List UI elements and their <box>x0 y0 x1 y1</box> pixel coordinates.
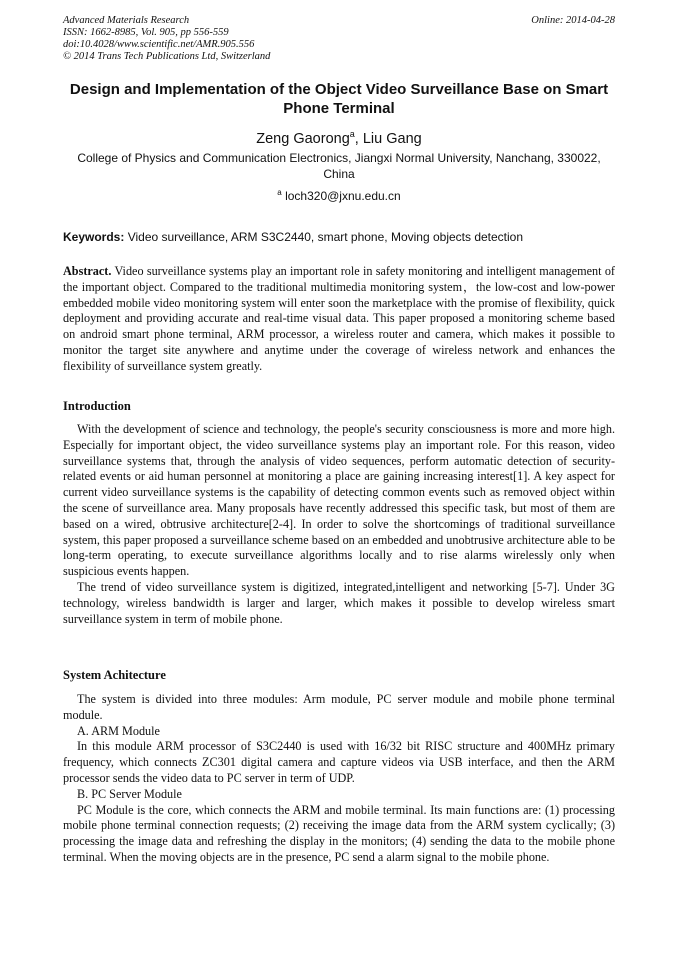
architecture-paragraph-1: The system is divided into three modules: Arm module, PC server module and mobile phone terminal module. <box>63 692 615 722</box>
introduction-heading: Introduction <box>63 399 131 413</box>
email-sup: a <box>277 188 282 197</box>
keywords-label: Keywords: <box>63 230 125 244</box>
architecture-body <box>63 692 615 866</box>
journal-name: Advanced Materials Research <box>63 15 190 26</box>
introduction-paragraph-2: The trend of video surveillance system is digitized, integrated,intelligent and networking [5-7]. Under 3G technology, wireless bandwidth is larger and larger, which makes it possible to develop wireless smart surveillance system in term of mobile phone. <box>63 579 615 626</box>
abstract <box>63 264 615 375</box>
architecture-paragraph-2: In this module ARM processor of S3C2440 is used with 16/32 bit RISC structure and 400MHz primary frequency, which connects ZC301 digital camera and capture videos via USB interface, and then the ARM processor sends the video data to PC server in term of UDP. <box>63 739 615 785</box>
paper-title: Design and Implementation of the Object Video Surveillance Base on Smart Phone Terminal <box>69 81 609 117</box>
journal-issn: ISSN: 1662-8985, Vol. 905, pp 556-559 <box>63 27 229 38</box>
journal-copyright: © 2014 Trans Tech Publications Ltd, Switzerland <box>63 51 271 62</box>
author-1: Zeng Gaorong <box>256 130 350 147</box>
author-2: Liu Gang <box>362 130 422 147</box>
affiliation: College of Physics and Communication Electronics, Jiangxi Normal University, Nanchang, 330022, China <box>77 151 601 181</box>
subsection-pc-server-module: B. PC Server Module <box>77 786 182 801</box>
subsection-arm-module: A. ARM Module <box>77 723 160 738</box>
keywords-text: Video surveillance, ARM S3C2440, smart phone, Moving objects detection <box>124 230 524 244</box>
online-date: Online: 2014-04-28 <box>531 15 615 26</box>
journal-header <box>63 15 615 63</box>
author-1-sup: a <box>349 129 355 139</box>
introduction-paragraph-1: With the development of science and technology, the people's security consciousness is more and more high. Especially for important object, the video surveillance systems play an important role. For this reason, video surveillance systems that, through the analysis of video sequences, perform automatic detection of security-related events or aid human personnel at monitoring a place are gaining increasing interest[1]. A key aspect for current video surveillance systems is the capability of detecting common events such as removed object within the scene of surveillance area. Many proposals have recently addressed this specific task, but most of them are based on a wired, obtrusive architecture[2-4]. In order to solve the shortcomings of traditional surveillance system, this paper proposed a surveillance scheme based on an embedded and unobtrusive architecture able to be long-term operating, to execute surveillance algorithms locally and to rise alarms wirelessly only when suspicious events happen. <box>63 422 615 579</box>
abstract-text: Video surveillance systems play an important role in safety monitoring and intelligent management of the important object. Compared to the traditional multimedia monitoring system，the low-cost and low-power embedded mobile video monitoring system will enter soon the marketplace with the promise of flexibility, quick deployment and providing accurate and real-time visual data. This paper proposed a monitoring scheme based on android smart phone terminal, ARM processor, a wireless router and camera, which makes it possible to monitor the target site anywhere and anytime under the coverage of wireless network and enhances the flexibility of surveillance system greatly. <box>63 264 615 373</box>
email-line <box>63 185 615 204</box>
email-address[interactable]: loch320@jxnu.edu.cn <box>281 189 401 203</box>
introduction-body <box>63 422 615 627</box>
abstract-label: Abstract. <box>63 264 112 278</box>
architecture-heading: System Achitecture <box>63 668 166 682</box>
author-separator: , <box>354 130 363 147</box>
architecture-paragraph-3: PC Module is the core, which connects the ARM and mobile terminal. Its main functions are: (1) processing mobile phone terminal connection requests; (2) receiving the image data from the ARM system cyclically; (3) processing the image data and refreshing the display in the monitors; (4) sending the data to the mobile phone terminal. When the moving objects are in the presence, PC send a alarm signal to the mobile phone. <box>63 802 615 864</box>
journal-doi[interactable]: doi:10.4028/www.scientific.net/AMR.905.556 <box>63 39 255 50</box>
keywords <box>63 229 615 245</box>
author-line <box>63 125 615 148</box>
